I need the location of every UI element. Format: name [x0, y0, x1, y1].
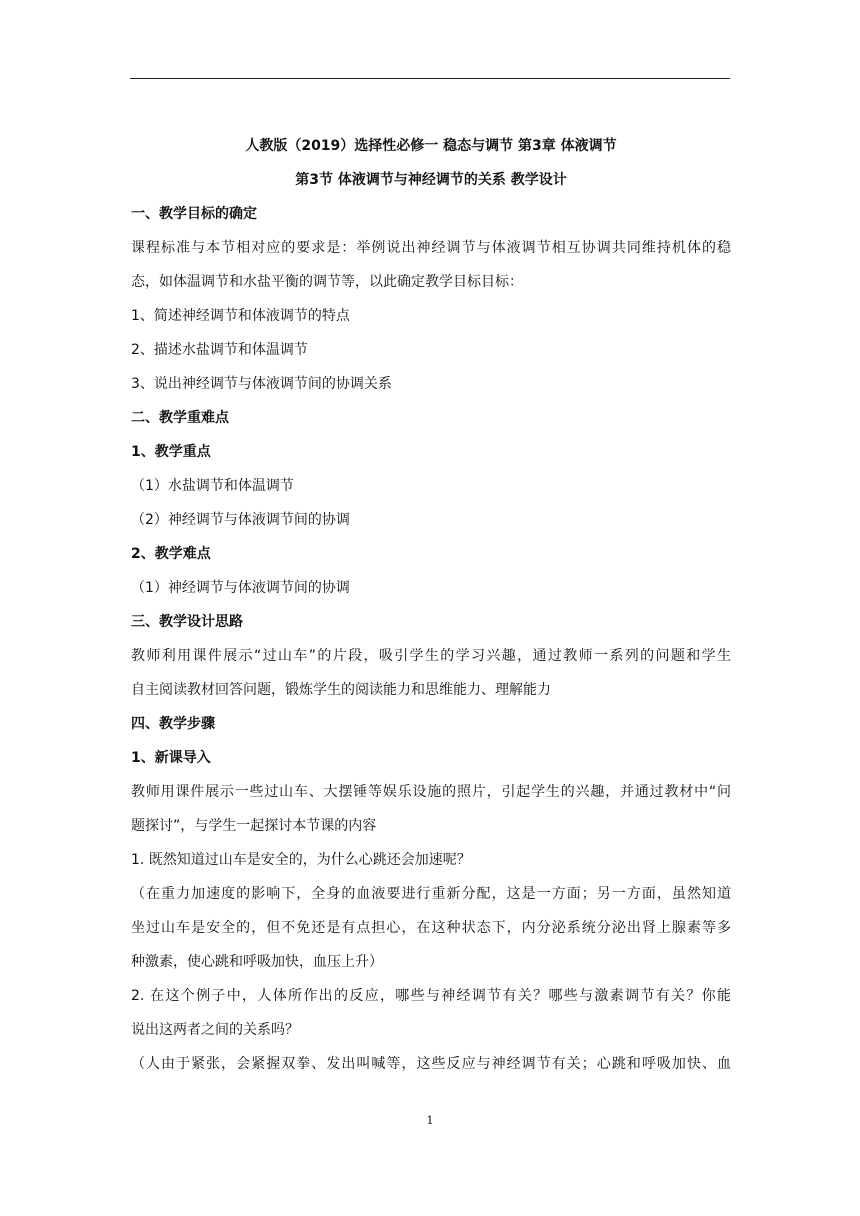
answer-line: 种激素，使心跳和呼吸加快，血压上升）	[131, 954, 383, 970]
page-number: 1	[426, 1114, 434, 1127]
subsection-heading: 1、新课导入	[131, 750, 211, 766]
list-item: （1）神经调节与体液调节间的协调	[131, 580, 350, 596]
list-item: 1、简述神经调节和体液调节的特点	[131, 308, 350, 324]
answer-line: 坐过山车是安全的，但不免还是有点担心，在这种状态下，内分泌系统分泌出肾上腺素等多	[131, 920, 731, 936]
paragraph-line: 态，如体温调节和水盐平衡的调节等，以此确定教学目标目标：	[131, 274, 523, 290]
answer-line: （在重力加速度的影响下，全身的血液要进行重新分配，这是一方面；另一方面，虽然知道	[131, 886, 731, 902]
document-body	[131, 129, 731, 1081]
list-item: 2、描述水盐调节和体温调节	[131, 342, 308, 358]
question: 1. 既然知道过山车是安全的，为什么心跳还会加速呢？	[131, 852, 471, 868]
list-item: （2）神经调节与体液调节间的协调	[131, 512, 350, 528]
list-item: （1）水盐调节和体温调节	[131, 478, 294, 494]
question: 说出这两者之间的关系吗？	[131, 1022, 299, 1038]
paragraph-line: 题探讨”，与学生一起探讨本节课的内容	[131, 818, 377, 834]
document-title: 人教版（2019）选择性必修一 稳态与调节 第3章 体液调节	[245, 138, 617, 154]
paragraph-line: 教师用课件展示一些过山车、大摆锤等娱乐设施的照片，引起学生的兴趣，并通过教材中“问	[131, 784, 731, 800]
subsection-heading: 1、教学重点	[131, 444, 211, 460]
document-subtitle: 第3节 体液调节与神经调节的关系 教学设计	[295, 172, 567, 188]
paragraph-line: 课程标准与本节相对应的要求是：举例说出神经调节与体液调节相互协调共同维持机体的稳	[131, 240, 731, 256]
paragraph-line: 教师利用课件展示“过山车”的片段，吸引学生的学习兴趣，通过教师一系列的问题和学生	[131, 648, 731, 664]
section-heading: 三、教学设计思路	[131, 614, 243, 630]
paragraph-line: 自主阅读教材回答问题，锻炼学生的阅读能力和思维能力、理解能力	[131, 682, 551, 698]
subsection-heading: 2、教学难点	[131, 546, 211, 562]
list-item: 3、说出神经调节与体液调节间的协调关系	[131, 376, 392, 392]
section-heading: 二、教学重难点	[131, 410, 229, 426]
section-heading: 一、教学目标的确定	[131, 206, 257, 222]
answer-line: （人由于紧张，会紧握双拳、发出叫喊等，这些反应与神经调节有关；心跳和呼吸加快、血	[131, 1056, 731, 1072]
section-heading: 四、教学步骤	[131, 716, 215, 732]
question: 2. 在这个例子中，人体所作出的反应，哪些与神经调节有关？哪些与激素调节有关？你能	[131, 988, 731, 1004]
header-rule	[130, 78, 730, 79]
